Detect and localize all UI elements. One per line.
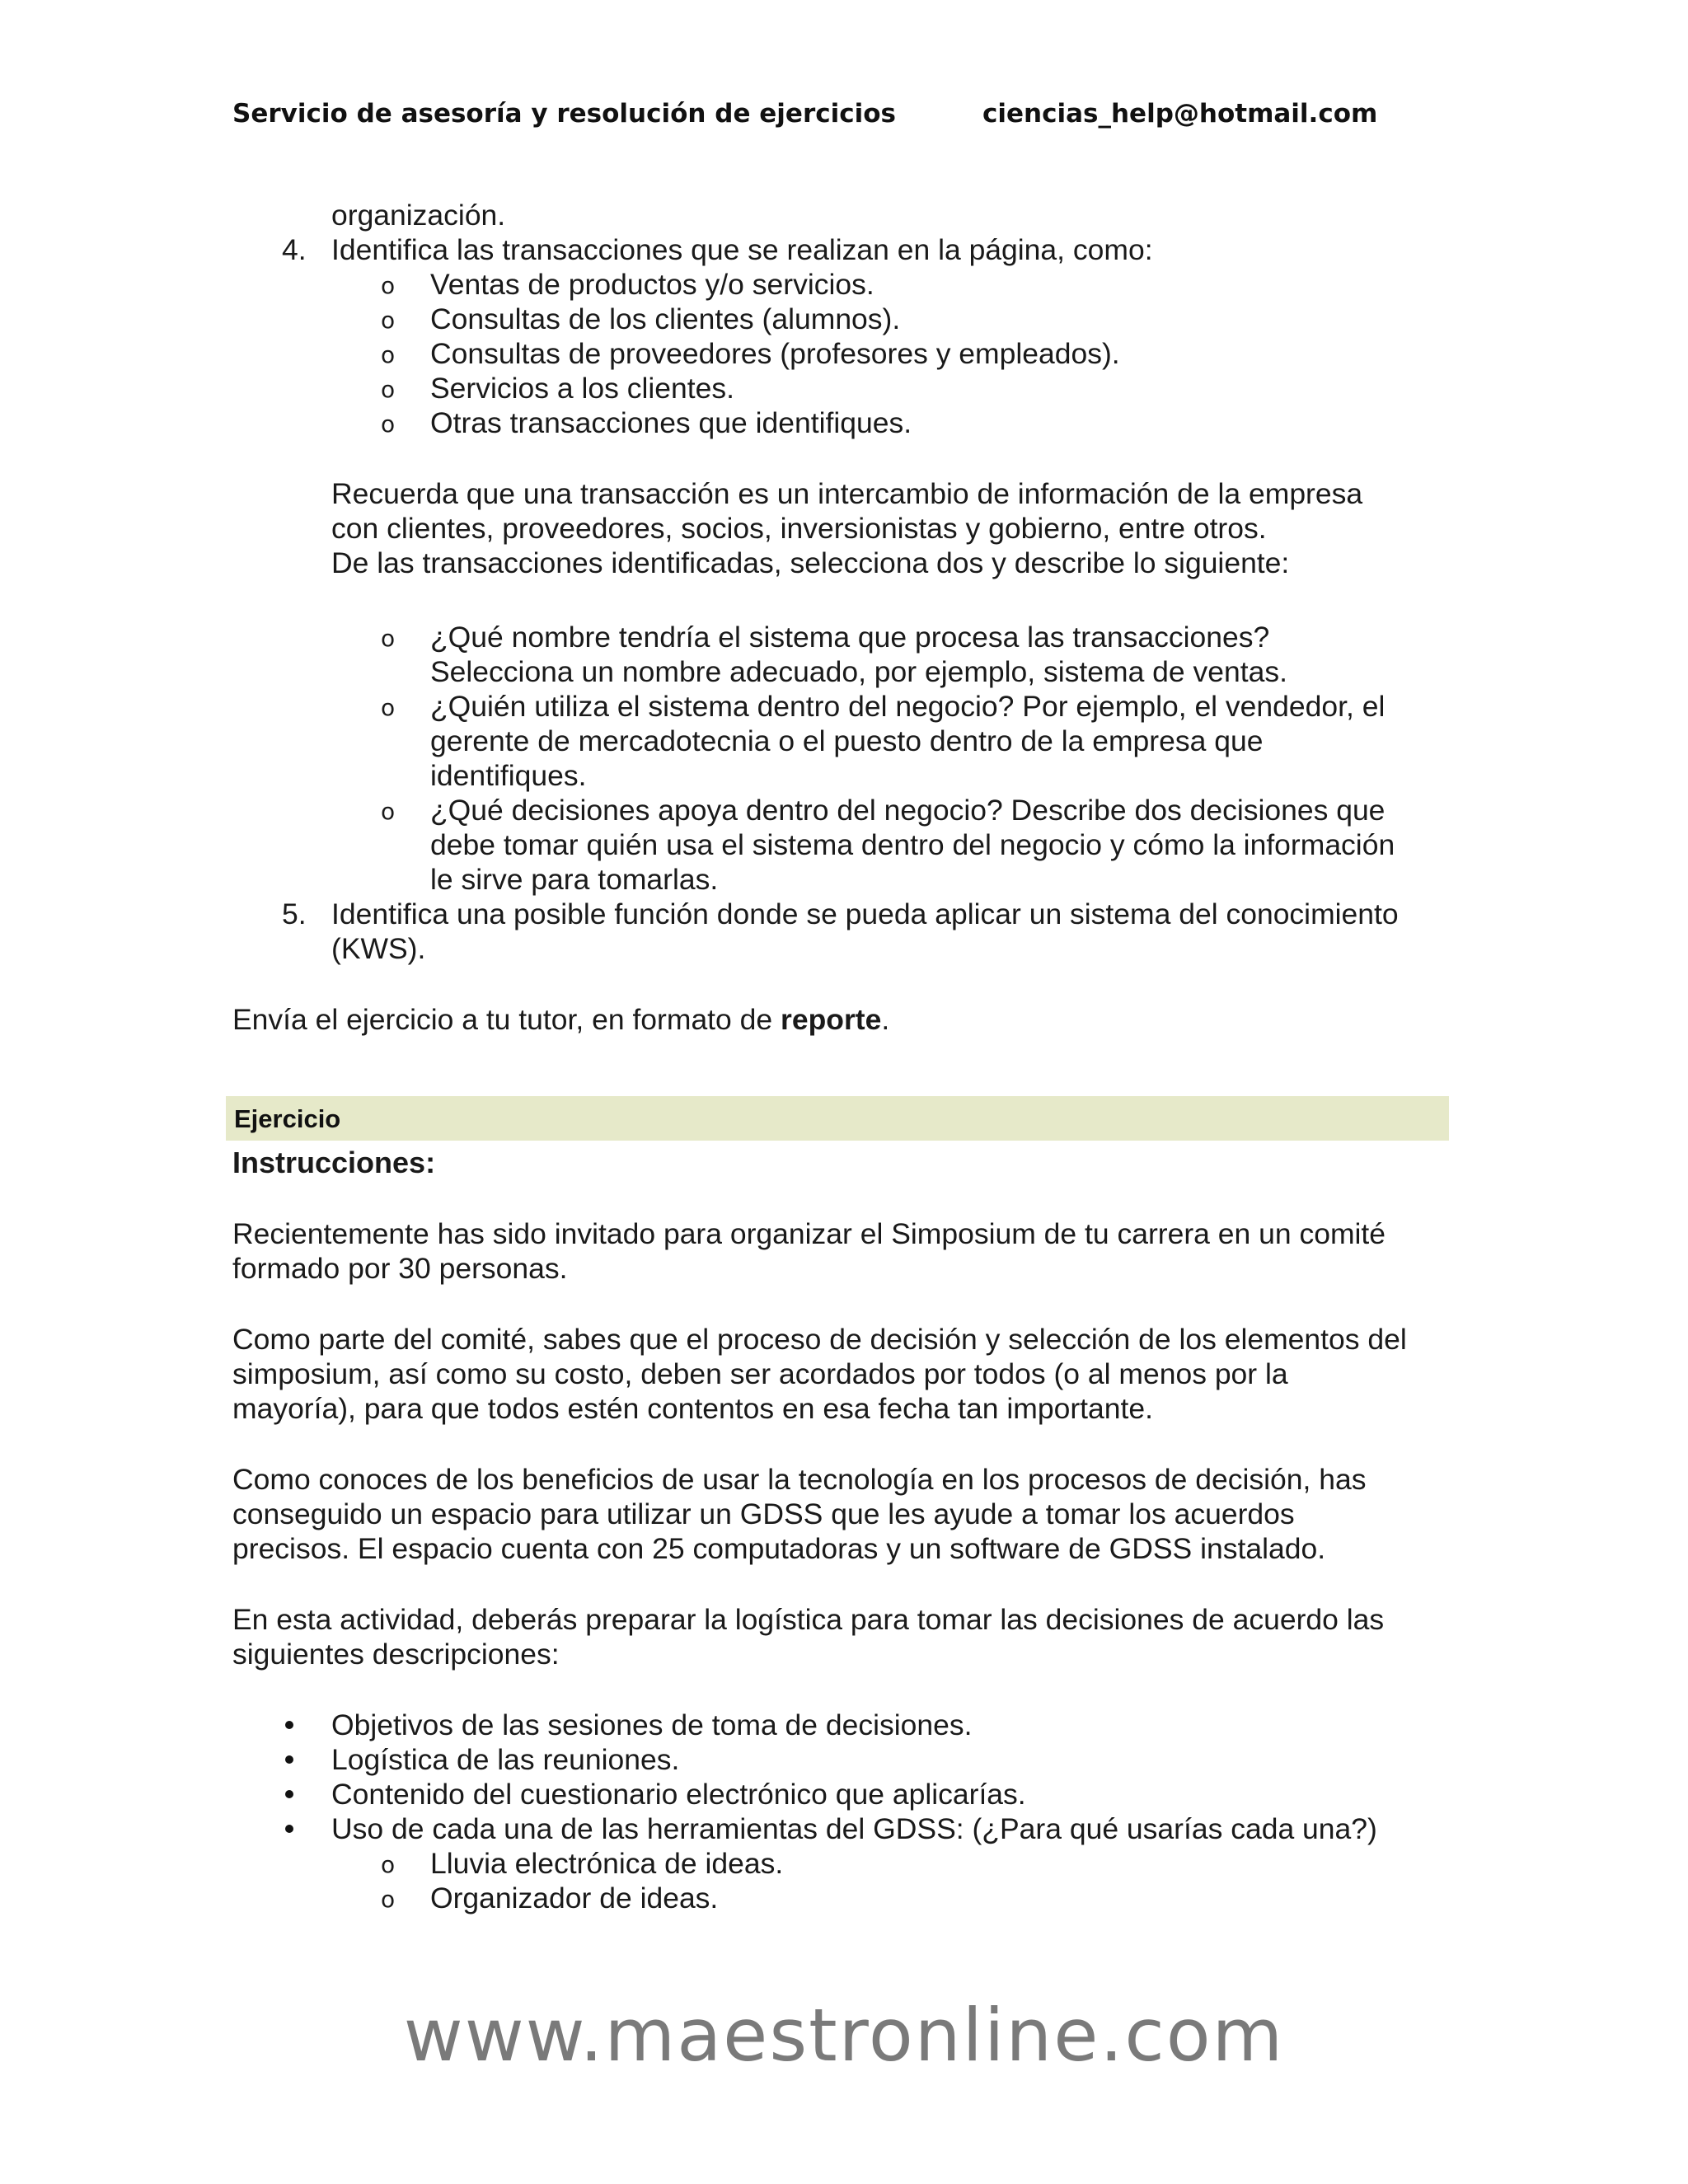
bullet-text: Uso de cada una de las herramientas del GDSS: (¿Para qué usarías cada una?): [331, 1812, 1377, 1845]
paragraph-line: precisos. El espacio cuenta con 25 computadoras y un software de GDSS instalado.: [232, 1532, 1326, 1565]
bullet-text: Contenido del cuestionario electrónico que aplicarías.: [331, 1778, 1026, 1811]
recuerda-line: con clientes, proveedores, socios, inversionistas y gobierno, entre otros.: [331, 512, 1267, 545]
spacer: [232, 966, 1452, 1002]
list-number: 5.: [282, 898, 307, 930]
bullet-dot-icon: [285, 1755, 293, 1764]
paragraph-line: Recientemente has sido invitado para organizar el Simposium de tu carrera en un comité: [232, 1217, 1386, 1250]
sub-list-item: [232, 336, 1452, 371]
question-continuation: identifiques.: [430, 759, 587, 792]
bullet-dot-icon: [285, 1721, 293, 1729]
envia-bold-word: reporte: [781, 1003, 882, 1036]
paragraph-line: formado por 30 personas.: [232, 1252, 568, 1285]
question-continuation: le sirve para tomarlas.: [430, 863, 719, 896]
circle-bullet-icon: o: [381, 376, 396, 403]
list-item-text: Identifica las transacciones que se realizan en la página, como:: [331, 233, 1153, 266]
list-item-text: Identifica una posible función donde se pueda aplicar un sistema del conocimiento: [331, 898, 1399, 930]
paragraph-line: simposium, así como su costo, deben ser acordados por todos (o al menos por la: [232, 1357, 1288, 1390]
continuation-text: organización.: [331, 199, 506, 232]
bullet-item: [232, 1708, 1452, 1742]
list-number: 4.: [282, 233, 307, 266]
sub-list-text: Servicios a los clientes.: [430, 372, 734, 405]
paragraph-line: Como conoces de los beneficios de usar la tecnología en los procesos de decisión, has: [232, 1463, 1367, 1496]
sub-bullet-text: Organizador de ideas.: [430, 1882, 719, 1915]
sub-list-item: [232, 302, 1452, 336]
spacer: [232, 1566, 1452, 1602]
instrucciones-heading: Instrucciones:: [232, 1146, 436, 1179]
bullet-item: [232, 1777, 1452, 1811]
spacer: [232, 580, 1452, 620]
sub-list-item: [232, 405, 1452, 440]
question-text: ¿Qué decisiones apoya dentro del negocio? Describe dos decisiones que: [430, 794, 1386, 827]
header-email: ciencias_help@hotmail.com: [982, 99, 1378, 129]
recuerda-line: De las transacciones identificadas, selecciona dos y describe lo siguiente:: [331, 546, 1290, 579]
question-continuation: debe tomar quién usa el sistema dentro del negocio y cómo la información: [430, 828, 1395, 861]
circle-bullet-icon: o: [381, 1851, 396, 1878]
sub-list-item: [232, 267, 1452, 302]
circle-bullet-icon: o: [381, 694, 396, 721]
envia-text: [232, 1002, 1452, 1037]
sub-bullet-item: [232, 1846, 1452, 1881]
page-header: [232, 99, 1456, 135]
circle-bullet-icon: o: [381, 1886, 396, 1913]
watermark: www.maestronline.com: [403, 1993, 1285, 2078]
circle-bullet-icon: o: [381, 272, 396, 299]
ejercicio-section-bar: [226, 1096, 1449, 1141]
spacer: [232, 1426, 1452, 1462]
sub-bullet-item: [232, 1881, 1452, 1915]
sub-list-text: Consultas de los clientes (alumnos).: [430, 302, 901, 335]
spacer: [232, 1180, 1452, 1216]
circle-bullet-icon: o: [381, 341, 396, 368]
list-item-continuation: (KWS).: [331, 932, 426, 965]
bullet-dot-icon: [285, 1825, 293, 1833]
recuerda-line: Recuerda que una transacción es un intercambio de información de la empresa: [331, 477, 1363, 510]
circle-bullet-icon: o: [381, 307, 396, 334]
spacer: [232, 440, 1452, 476]
question-item: [232, 689, 1452, 724]
sub-list-item: [232, 371, 1452, 405]
bullet-item: [232, 1811, 1452, 1846]
sub-list-text: Consultas de proveedores (profesores y empleados).: [430, 337, 1120, 370]
bullet-text: Objetivos de las sesiones de toma de decisiones.: [331, 1708, 973, 1741]
question-item: [232, 793, 1452, 827]
envia-prefix: Envía el ejercicio a tu tutor, en formato de: [232, 1003, 781, 1036]
paragraph-line: mayoría), para que todos estén contentos en esa fecha tan importante.: [232, 1392, 1153, 1425]
question-continuation: gerente de mercadotecnia o el puesto dentro de la empresa que: [430, 724, 1264, 757]
question-item: [232, 620, 1452, 654]
paragraph-line: conseguido un espacio para utilizar un GDSS que les ayude a tomar los acuerdos: [232, 1497, 1295, 1530]
sub-list-text: Otras transacciones que identifiques.: [430, 406, 912, 439]
bullet-item: [232, 1742, 1452, 1777]
sub-list-text: Ventas de productos y/o servicios.: [430, 268, 874, 301]
circle-bullet-icon: o: [381, 625, 396, 652]
paragraph-line: En esta actividad, deberás preparar la logística para tomar las decisiones de acuerdo las: [232, 1603, 1385, 1636]
paragraph-line: siguientes descripciones:: [232, 1638, 560, 1671]
sub-bullet-text: Lluvia electrónica de ideas.: [430, 1847, 784, 1880]
question-continuation: Selecciona un nombre adecuado, por ejemplo, sistema de ventas.: [430, 655, 1287, 688]
paragraph-line: Como parte del comité, sabes que el proceso de decisión y selección de los elementos del: [232, 1323, 1407, 1356]
bullet-text: Logística de las reuniones.: [331, 1743, 680, 1776]
ejercicio-body: [232, 1146, 1452, 1915]
circle-bullet-icon: o: [381, 410, 396, 438]
circle-bullet-icon: o: [381, 798, 396, 825]
bullet-dot-icon: [285, 1790, 293, 1798]
spacer: [232, 1286, 1452, 1322]
spacer: [232, 1671, 1452, 1708]
question-text: ¿Quién utiliza el sistema dentro del negocio? Por ejemplo, el vendedor, el: [430, 690, 1386, 723]
list-item-5: [232, 897, 1452, 931]
question-text: ¿Qué nombre tendría el sistema que procesa las transacciones?: [430, 621, 1270, 654]
header-service-title: Servicio de asesoría y resolución de ejercicios: [232, 99, 896, 129]
list-item-4: [232, 232, 1452, 267]
document-body: [232, 198, 1452, 1037]
envia-suffix: .: [881, 1003, 890, 1036]
section-bar-label: Ejercicio: [234, 1104, 341, 1133]
